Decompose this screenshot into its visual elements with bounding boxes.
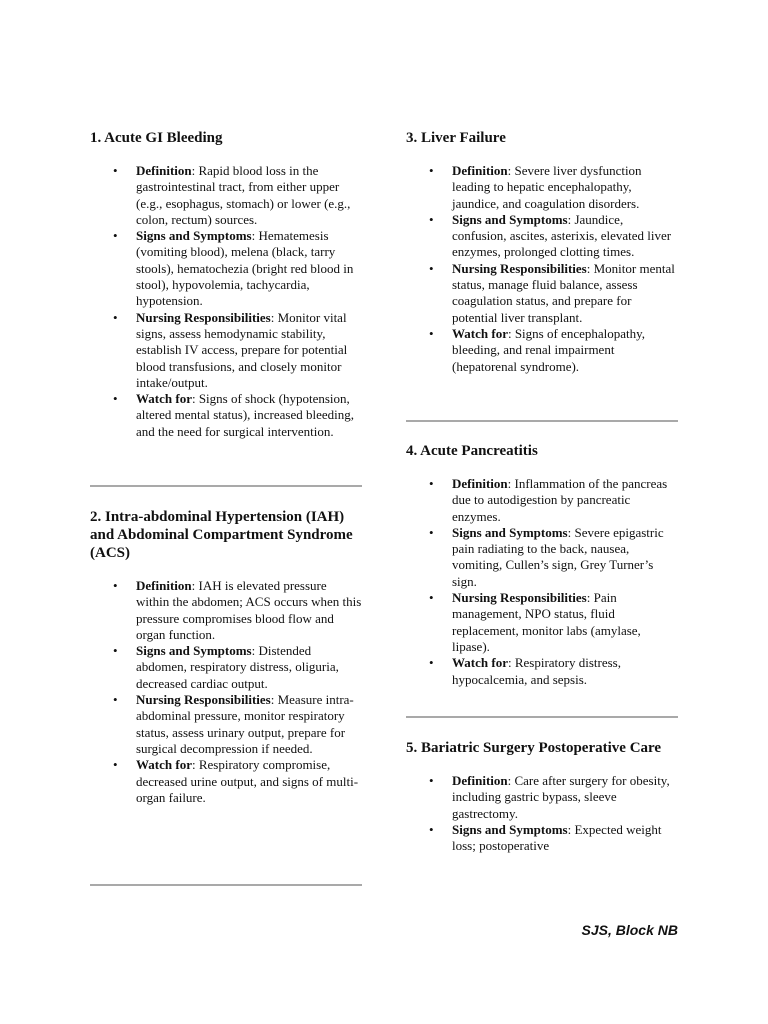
list-item <box>429 476 678 525</box>
item-term: Definition <box>452 163 508 178</box>
list-item <box>429 590 678 655</box>
bullet-list <box>90 163 362 440</box>
item-text: : Inflammation of the pancreas due to autodigestion by pancreatic enzymes. <box>452 476 668 524</box>
section-liver-failure <box>406 129 678 375</box>
item-term: Watch for <box>136 757 192 773</box>
item-text: : Expected weight loss; postoperative <box>452 821 662 854</box>
item-text: : Rapid blood loss in the gastrointestinal tract, from either upper (e.g., esophagus, stomach) or lower (e.g., colon, rectum) sources. <box>136 163 351 227</box>
list-item <box>113 163 362 228</box>
item-text: : Monitor mental status, manage fluid balance, assess coagulation status, and prepare for potential liver transplant. <box>452 260 675 325</box>
bullet-icon: • <box>113 757 118 773</box>
bullet-icon: • <box>113 309 118 325</box>
list-item <box>113 757 362 806</box>
item-text: : Signs of shock (hypotension, altered mental status), increased bleeding, and the need for surgical intervention. <box>136 391 355 439</box>
list-item <box>113 228 362 309</box>
section-bariatric-surgery <box>406 739 678 854</box>
bullet-icon: • <box>429 325 434 341</box>
bullet-icon: • <box>429 163 434 178</box>
item-text: : Jaundice, confusion, ascites, asterixis, elevated liver enzymes, prolonged clotting times. <box>452 211 672 260</box>
section-title: 2. Intra-abdominal Hypertension (IAH) and Abdominal Compartment Syndrome (ACS) <box>90 509 353 561</box>
section-title: 5. Bariatric Surgery Postoperative Care <box>406 740 662 756</box>
bullet-icon: • <box>429 524 434 540</box>
list-item <box>429 325 678 375</box>
item-text: : Monitor vital signs, assess hemodynamic stability, establish IV access, prepare for potential blood transfusions, and closely monitor intake/output. <box>136 309 348 390</box>
bullet-icon: • <box>113 643 118 659</box>
item-term: Signs and Symptoms <box>452 211 568 227</box>
section-acute-pancreatitis <box>406 442 678 688</box>
bullet-icon: • <box>429 590 434 606</box>
item-text: : Measure intra-abdominal pressure, monitor respiratory status, assess urinary output, prepare for surgical decompression if needed. <box>136 692 354 756</box>
bullet-list <box>406 476 678 688</box>
item-term: Nursing Responsibilities <box>136 309 271 325</box>
item-term: Definition <box>452 773 508 788</box>
item-term: Watch for <box>452 655 508 671</box>
item-term: Signs and Symptoms <box>452 821 568 837</box>
bullet-list <box>406 163 678 375</box>
list-item <box>113 391 362 440</box>
bullet-icon: • <box>113 692 118 708</box>
bullet-list <box>90 578 362 806</box>
list-item <box>429 211 678 261</box>
section-divider <box>90 485 362 487</box>
list-item <box>113 692 362 757</box>
section-title: 4. Acute Pancreatitis <box>406 443 538 459</box>
bullet-icon: • <box>429 211 434 227</box>
section-acute-gi-bleeding <box>90 129 362 440</box>
item-term: Definition <box>136 578 192 593</box>
item-term: Signs and Symptoms <box>136 228 252 244</box>
item-text: : Hematemesis (vomiting blood), melena (black, tarry stools), hematochezia (bright red blood in stool), hypovolemia, tachycardia, hypotension. <box>136 228 354 309</box>
section-title: 3. Liver Failure <box>406 130 506 146</box>
bullet-icon: • <box>113 163 118 178</box>
bullet-icon: • <box>113 578 118 593</box>
item-text: : Severe epigastric pain radiating to the back, nausea, vomiting, Cullen’s sign, Grey Turner’s sign. <box>452 524 664 589</box>
section-divider <box>406 420 678 422</box>
item-term: Nursing Responsibilities <box>452 260 587 276</box>
item-term: Watch for <box>452 325 508 341</box>
item-text: : Respiratory compromise, decreased urine output, and signs of multi-organ failure. <box>136 757 359 805</box>
item-text: : Respiratory distress, hypocalcemia, and sepsis. <box>452 655 621 687</box>
item-text: : Signs of encephalopathy, bleeding, and renal impairment (hepatorenal syndrome). <box>452 325 646 374</box>
item-term: Definition <box>452 476 508 491</box>
section-title: 1. Acute GI Bleeding <box>90 130 223 146</box>
list-item <box>113 643 362 692</box>
item-term: Nursing Responsibilities <box>452 590 587 606</box>
list-item <box>429 260 678 326</box>
bullet-icon: • <box>113 228 118 244</box>
list-item <box>429 163 678 212</box>
item-term: Watch for <box>136 391 192 407</box>
item-term: Nursing Responsibilities <box>136 692 271 708</box>
footer-signature: SJS, Block NB <box>581 922 678 938</box>
bullet-icon: • <box>113 391 118 407</box>
section-divider <box>406 716 678 718</box>
item-term: Definition <box>136 163 192 178</box>
bullet-icon: • <box>429 773 434 788</box>
item-text: : IAH is elevated pressure within the abdomen; ACS occurs when this pressure compromises blood flow and organ function. <box>136 578 362 642</box>
list-item <box>113 309 362 391</box>
bullet-icon: • <box>429 821 434 837</box>
list-item <box>429 655 678 688</box>
bullet-icon: • <box>429 260 434 276</box>
bullet-icon: • <box>429 655 434 671</box>
item-term: Signs and Symptoms <box>136 643 252 659</box>
item-text: : Care after surgery for obesity, including gastric bypass, sleeve gastrectomy. <box>452 773 670 821</box>
section-divider <box>90 884 362 886</box>
list-item <box>113 578 362 643</box>
item-term: Signs and Symptoms <box>452 524 568 540</box>
bullet-icon: • <box>429 476 434 491</box>
item-text: : Pain management, NPO status, fluid replacement, monitor labs (amylase, lipase). <box>452 590 641 654</box>
list-item <box>429 821 678 855</box>
item-text: : Distended abdomen, respiratory distress, oliguria, decreased cardiac output. <box>136 643 339 691</box>
list-item <box>429 773 678 822</box>
item-text: : Severe liver dysfunction leading to hepatic encephalopathy, jaundice, and coagulation disorders. <box>452 163 642 211</box>
list-item <box>429 524 678 590</box>
bullet-list <box>406 773 678 854</box>
section-iah-acs <box>90 508 362 806</box>
